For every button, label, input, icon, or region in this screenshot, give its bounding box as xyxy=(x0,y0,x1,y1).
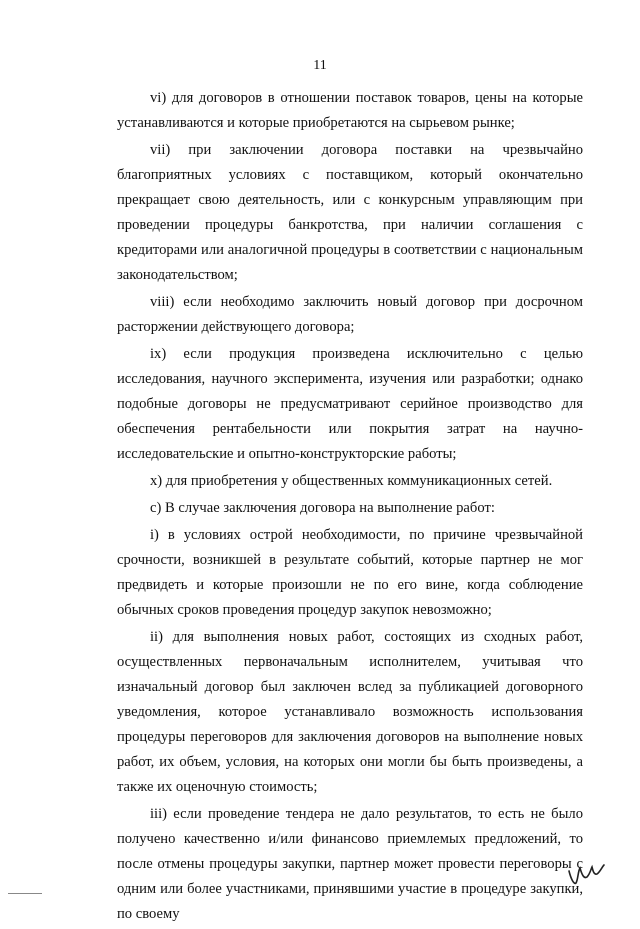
paragraph: i) в условиях острой необходимости, по причине чрезвычайной срочности, возникшей в результате событий, которые партнер не мог предвидеть и которые произошли не по его вине, когда соблюдение обычных сроков проведения процедур закупок невозможно; xyxy=(117,527,583,618)
scan-edge-mark xyxy=(8,893,42,896)
paragraph: viii) если необходимо заключить новый договор при досрочном расторжении действующего договора; xyxy=(117,294,583,335)
paragraph: ii) для выполнения новых работ, состоящих из сходных работ, осуществленных первоначальным исполнителем, учитывая что изначальный договор был заключен вслед за публикацией договорного уведомления, которое устанавливало возможность использования процедуры переговоров для заключения договоров на выполнение новых работ, их объем, условия, на которых они могли бы быть произведены, а также их оценочную стоимость; xyxy=(117,629,583,795)
document-body xyxy=(117,86,583,929)
paragraph: vi) для договоров в отношении поставок товаров, цены на которые устанавливаются и которые приобретаются на сырьевом рынке; xyxy=(117,90,583,131)
paragraph: ix) если продукция произведена исключительно с целью исследования, научного эксперимента, изучения или разработки; однако подобные договоры не предусматривают серийное производство для обеспечения рентабельности или покрытия затрат на научно-исследовательские и опытно-конструкторские работы; xyxy=(117,346,583,462)
paragraph: iii) если проведение тендера не дало результатов, то есть не было получено качественно и/или финансово приемлемых предложений, то после отмены процедуры закупки, партнер может провести переговоры с одним или более участниками, принявшими участие в процедуре закупки, по своему xyxy=(117,806,583,922)
page-number: 11 xyxy=(313,58,327,73)
paragraph: x) для приобретения у общественных коммуникационных сетей. xyxy=(150,473,553,489)
paragraph: vii) при заключении договора поставки на чрезвычайно благоприятных условиях с поставщиком, который окончательно прекращает свою деятельность, или с конкурсным управляющим при проведении процедуры банкротства, при наличии соглашения с кредиторами или аналогичной процедуры в соответствии с национальным законодательством; xyxy=(117,142,583,283)
paragraph: c) В случае заключения договора на выполнение работ: xyxy=(150,500,495,516)
handwritten-initials-icon xyxy=(565,855,615,889)
